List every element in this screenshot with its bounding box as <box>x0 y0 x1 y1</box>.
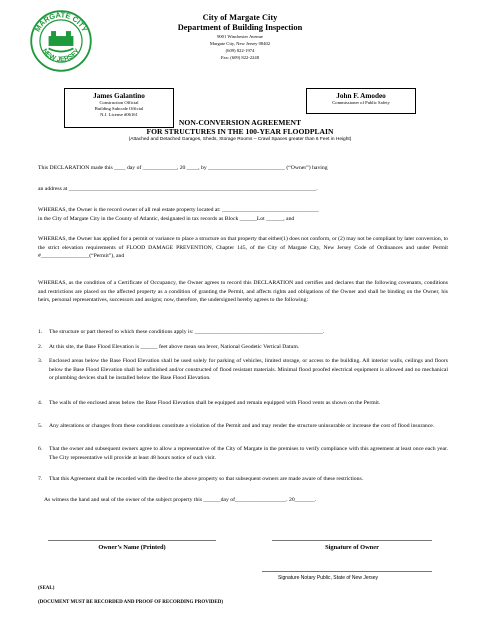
address-line: an address at _______________________________________________________________________________________. <box>38 186 318 192</box>
list-item <box>38 399 448 408</box>
item-number: 2. <box>38 344 43 350</box>
agreement-title: NON-CONVERSION AGREEMENT <box>178 118 302 127</box>
whereas-ownership-line-2: in the City of Margate City in the County of Atlantic, designated in tax records as Block ______Lot ______, and <box>38 216 295 222</box>
item-text: The structure or part thereof to which these conditions apply is: _____________________________________________. <box>49 329 325 335</box>
address-line-1: 9001 Winchester Avenue <box>217 34 263 39</box>
fax-number: Fax: (609) 822-2248 <box>220 55 260 60</box>
item-text: Any alterations or changes from these conditions constitute a violation of the Permit and and may render the structure uninsurable or increase the cost of flood insurance. <box>49 423 435 429</box>
whereas-certificate-paragraph: WHEREAS, as the condition of a Certificate of Occupancy, the Owner agrees to record this DECLARATION and certifies and declares that the following covenants, conditions and restrictions are placed on the affected property as a condition of granting the Permit, and affects rights and obligations of the Owner and shall be binding on the Owner, his heirs, personal representatives, successors and assigns; now, therefore, the undersigned hereby agrees to the following: <box>38 280 448 304</box>
phone-number: (609) 822-1974 <box>225 48 255 53</box>
item-number: 5. <box>38 423 43 429</box>
list-item <box>38 357 448 383</box>
owner-name-line <box>48 540 216 541</box>
notary-signature-line <box>262 571 432 572</box>
item-number: 4. <box>38 400 43 406</box>
list-item <box>38 343 448 352</box>
item-number: 1. <box>38 329 43 335</box>
department-title: Department of Building Inspection <box>177 23 303 32</box>
agreement-subtitle: FOR STRUCTURES IN THE 100-YEAR FLOODPLAIN <box>146 127 334 136</box>
official-license: N.J. License #06161 <box>100 112 138 117</box>
official-title: Construction Official <box>99 100 139 105</box>
declaration-line: This DECLARATION made this ____ day of ____________, 20 ____, by ___________________________ (“Owner”) having <box>38 165 328 171</box>
seal-label: (SEAL) <box>38 586 55 591</box>
address-line-2: Margate City, New Jersey 08402 <box>209 41 271 46</box>
list-item <box>38 422 448 431</box>
whereas-permit-paragraph: WHEREAS, the Owner has applied for a permit or variance to place a structure on that property that either(1) does not conform, or (2) may not be compliant by later conversion, to the strict elevation requirements of FLOOD DAMAGE PREVENTION, Chapter 145, of the City of Margate City, New Jersey Code of Ordinances and under Permit #_________________(“Permit”), and <box>38 236 448 260</box>
item-text: At this site, the Base Flood Elevation is ______ feet above mean sea lever, National Geodetic Vertical Datum. <box>49 344 300 350</box>
item-number: 6. <box>38 446 43 452</box>
list-item <box>38 475 448 484</box>
svg-text:NEW JERSEY: NEW JERSEY <box>40 47 82 64</box>
official-subtitle: Building Subcode Official <box>94 106 144 111</box>
notary-label: Signature Notary Public, State of New Jersey <box>278 575 379 581</box>
official-name: James Galantino <box>93 92 145 100</box>
list-item <box>38 328 448 337</box>
owner-name-label: Owner’s Name (Printed) <box>98 544 166 551</box>
commissioner-box <box>306 88 416 114</box>
whereas-ownership-line-1: WHEREAS, the Owner is the record owner of all real estate property located at: __________________________________ <box>38 207 319 213</box>
item-text: The walls of the enclosed areas below the Base Flood Elevation shall be equipped and remain equipped with Flood vents as shown on the Permit. <box>49 400 381 406</box>
item-number: 7. <box>38 476 43 482</box>
commissioner-title: Commissioner of Public Safety <box>332 100 390 105</box>
recording-notice: (DOCUMENT MUST BE RECORDED AND PROOF OF RECORDING PROVIDED) <box>38 600 224 605</box>
list-item <box>38 445 448 462</box>
item-text: Enclosed areas below the Base Flood Elevation shall be used solely for parking of vehicles, limited storage, or access to the building. All interior walls, ceilings and floors below the Base Flood Elevation shall be unfinished and/or constructed of flood resistant materials. Minimal flood proofed electrical equipment is allowed and no mechanical or plumbing devices shall be installed below the Base Flood Elevation. <box>49 358 448 382</box>
owner-signature-line <box>272 540 432 541</box>
owner-signature-label: Signature of Owner <box>325 544 379 551</box>
svg-text:MARGATE CITY: MARGATE CITY <box>32 10 90 34</box>
item-text: That this Agreement shall be recorded with the deed to the above property so that subsequent owners are made aware of these restrictions. <box>49 476 364 482</box>
witness-line: As witness the hand and seal of the owner of the subject property this ______day of__________________. 20_______. <box>44 497 317 503</box>
city-title: City of Margate City <box>202 13 278 22</box>
commissioner-name: John F. Amodeo <box>336 92 386 100</box>
item-number: 3. <box>38 358 43 364</box>
agreement-scope: (Attached and Detached Garages, Sheds, Storage Rooms – Crawl Spaces greater than 6 Feet in Height) <box>128 137 352 142</box>
item-text: That the owner and subsequent owners agree to allow a representative of the City of Margate in the premises to verify compliance with this agreement at least once each year. The City representative will provide at least 48 hours notice of such visit. <box>49 446 448 461</box>
